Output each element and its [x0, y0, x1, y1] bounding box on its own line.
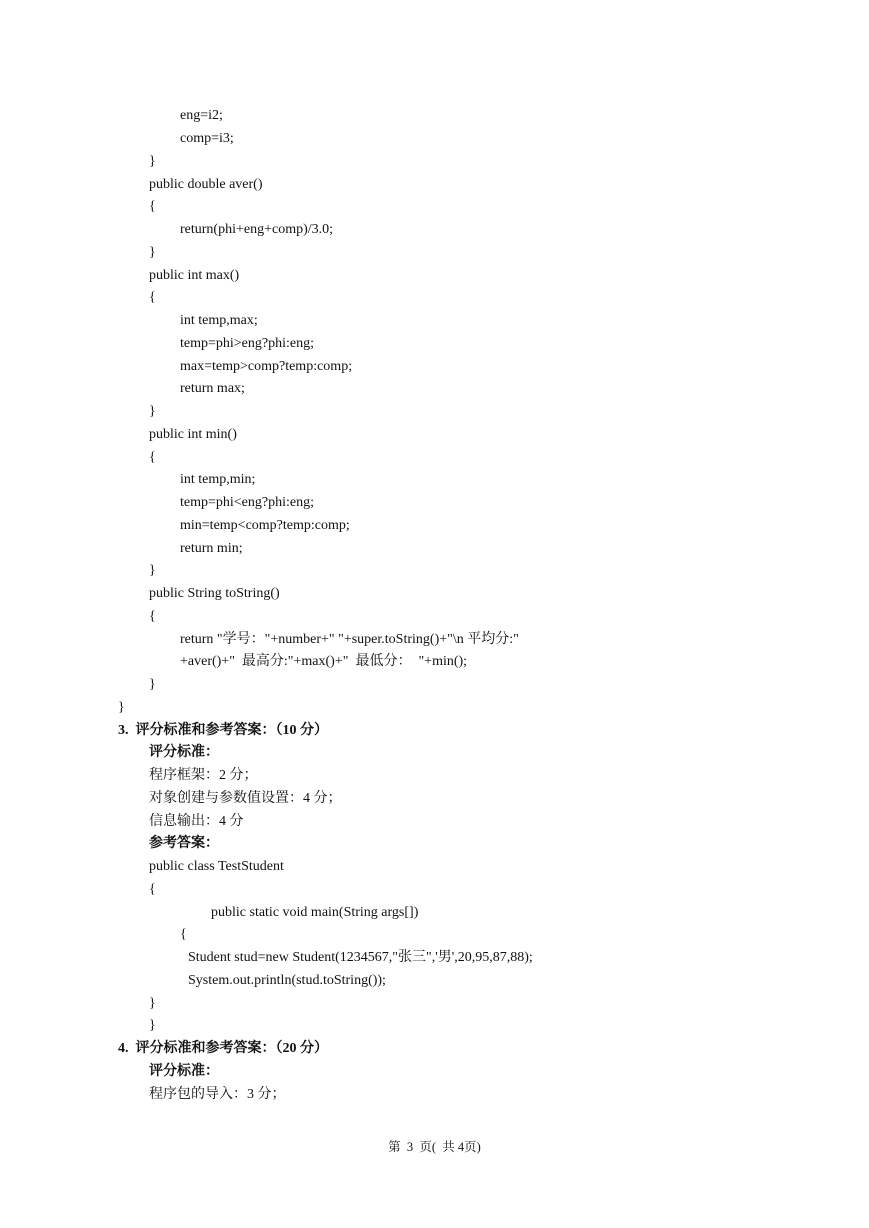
- code-line: public double aver(): [149, 177, 263, 192]
- code-line: {: [149, 450, 156, 465]
- code-line: Student stud=new Student(1234567,"张三",'男',20,95,87,88);: [188, 950, 533, 965]
- code-line: eng=i2;: [180, 108, 223, 123]
- section-3-heading: 3. 评分标准和参考答案：（10 分）: [118, 723, 328, 738]
- code-line: {: [149, 199, 156, 214]
- code-line: public String toString(): [149, 586, 280, 601]
- code-line: }: [149, 563, 156, 578]
- code-line: return "学号："+number+" "+super.toString()+"\n 平均分:": [180, 632, 519, 647]
- code-line: }: [149, 996, 156, 1011]
- code-line: }: [149, 245, 156, 260]
- code-line: int temp,min;: [180, 472, 256, 487]
- code-line: }: [149, 154, 156, 169]
- code-line: comp=i3;: [180, 131, 234, 146]
- code-line: temp=phi<eng?phi:eng;: [180, 495, 314, 510]
- code-line: public int max(): [149, 268, 240, 283]
- code-line: max=temp>comp?temp:comp;: [180, 359, 353, 374]
- code-line: temp=phi>eng?phi:eng;: [180, 336, 314, 351]
- code-line: }: [118, 700, 125, 715]
- code-line: {: [180, 927, 187, 942]
- page-footer: 第 3 页( 共 4页): [388, 1140, 481, 1154]
- code-line: public int min(): [149, 427, 237, 442]
- criteria-label: 评分标准：: [149, 745, 219, 760]
- code-line: {: [149, 290, 156, 305]
- criteria-item: 信息输出：4 分: [149, 814, 244, 829]
- criteria-label: 评分标准：: [149, 1064, 219, 1079]
- code-line: }: [149, 677, 156, 692]
- code-line: return min;: [180, 541, 243, 556]
- code-line: min=temp<comp?temp:comp;: [180, 518, 350, 533]
- code-line: {: [149, 882, 156, 897]
- code-line: }: [149, 1018, 156, 1033]
- code-line: {: [149, 609, 156, 624]
- code-line: }: [149, 404, 156, 419]
- code-line: int temp,max;: [180, 313, 258, 328]
- code-line: System.out.println(stud.toString());: [188, 973, 386, 988]
- code-line: public class TestStudent: [149, 859, 284, 874]
- criteria-item: 程序框架：2 分；: [149, 768, 258, 783]
- code-line: return(phi+eng+comp)/3.0;: [180, 222, 334, 237]
- code-line: +aver()+" 最高分:"+max()+" 最低分： "+min();: [180, 654, 468, 669]
- section-4-heading: 4. 评分标准和参考答案：（20 分）: [118, 1041, 328, 1056]
- code-line: public static void main(String args[]): [211, 905, 419, 920]
- code-line: return max;: [180, 381, 245, 396]
- criteria-item: 对象创建与参数值设置：4 分；: [149, 791, 342, 806]
- answer-label: 参考答案：: [149, 836, 219, 851]
- criteria-item: 程序包的导入：3 分；: [149, 1087, 286, 1102]
